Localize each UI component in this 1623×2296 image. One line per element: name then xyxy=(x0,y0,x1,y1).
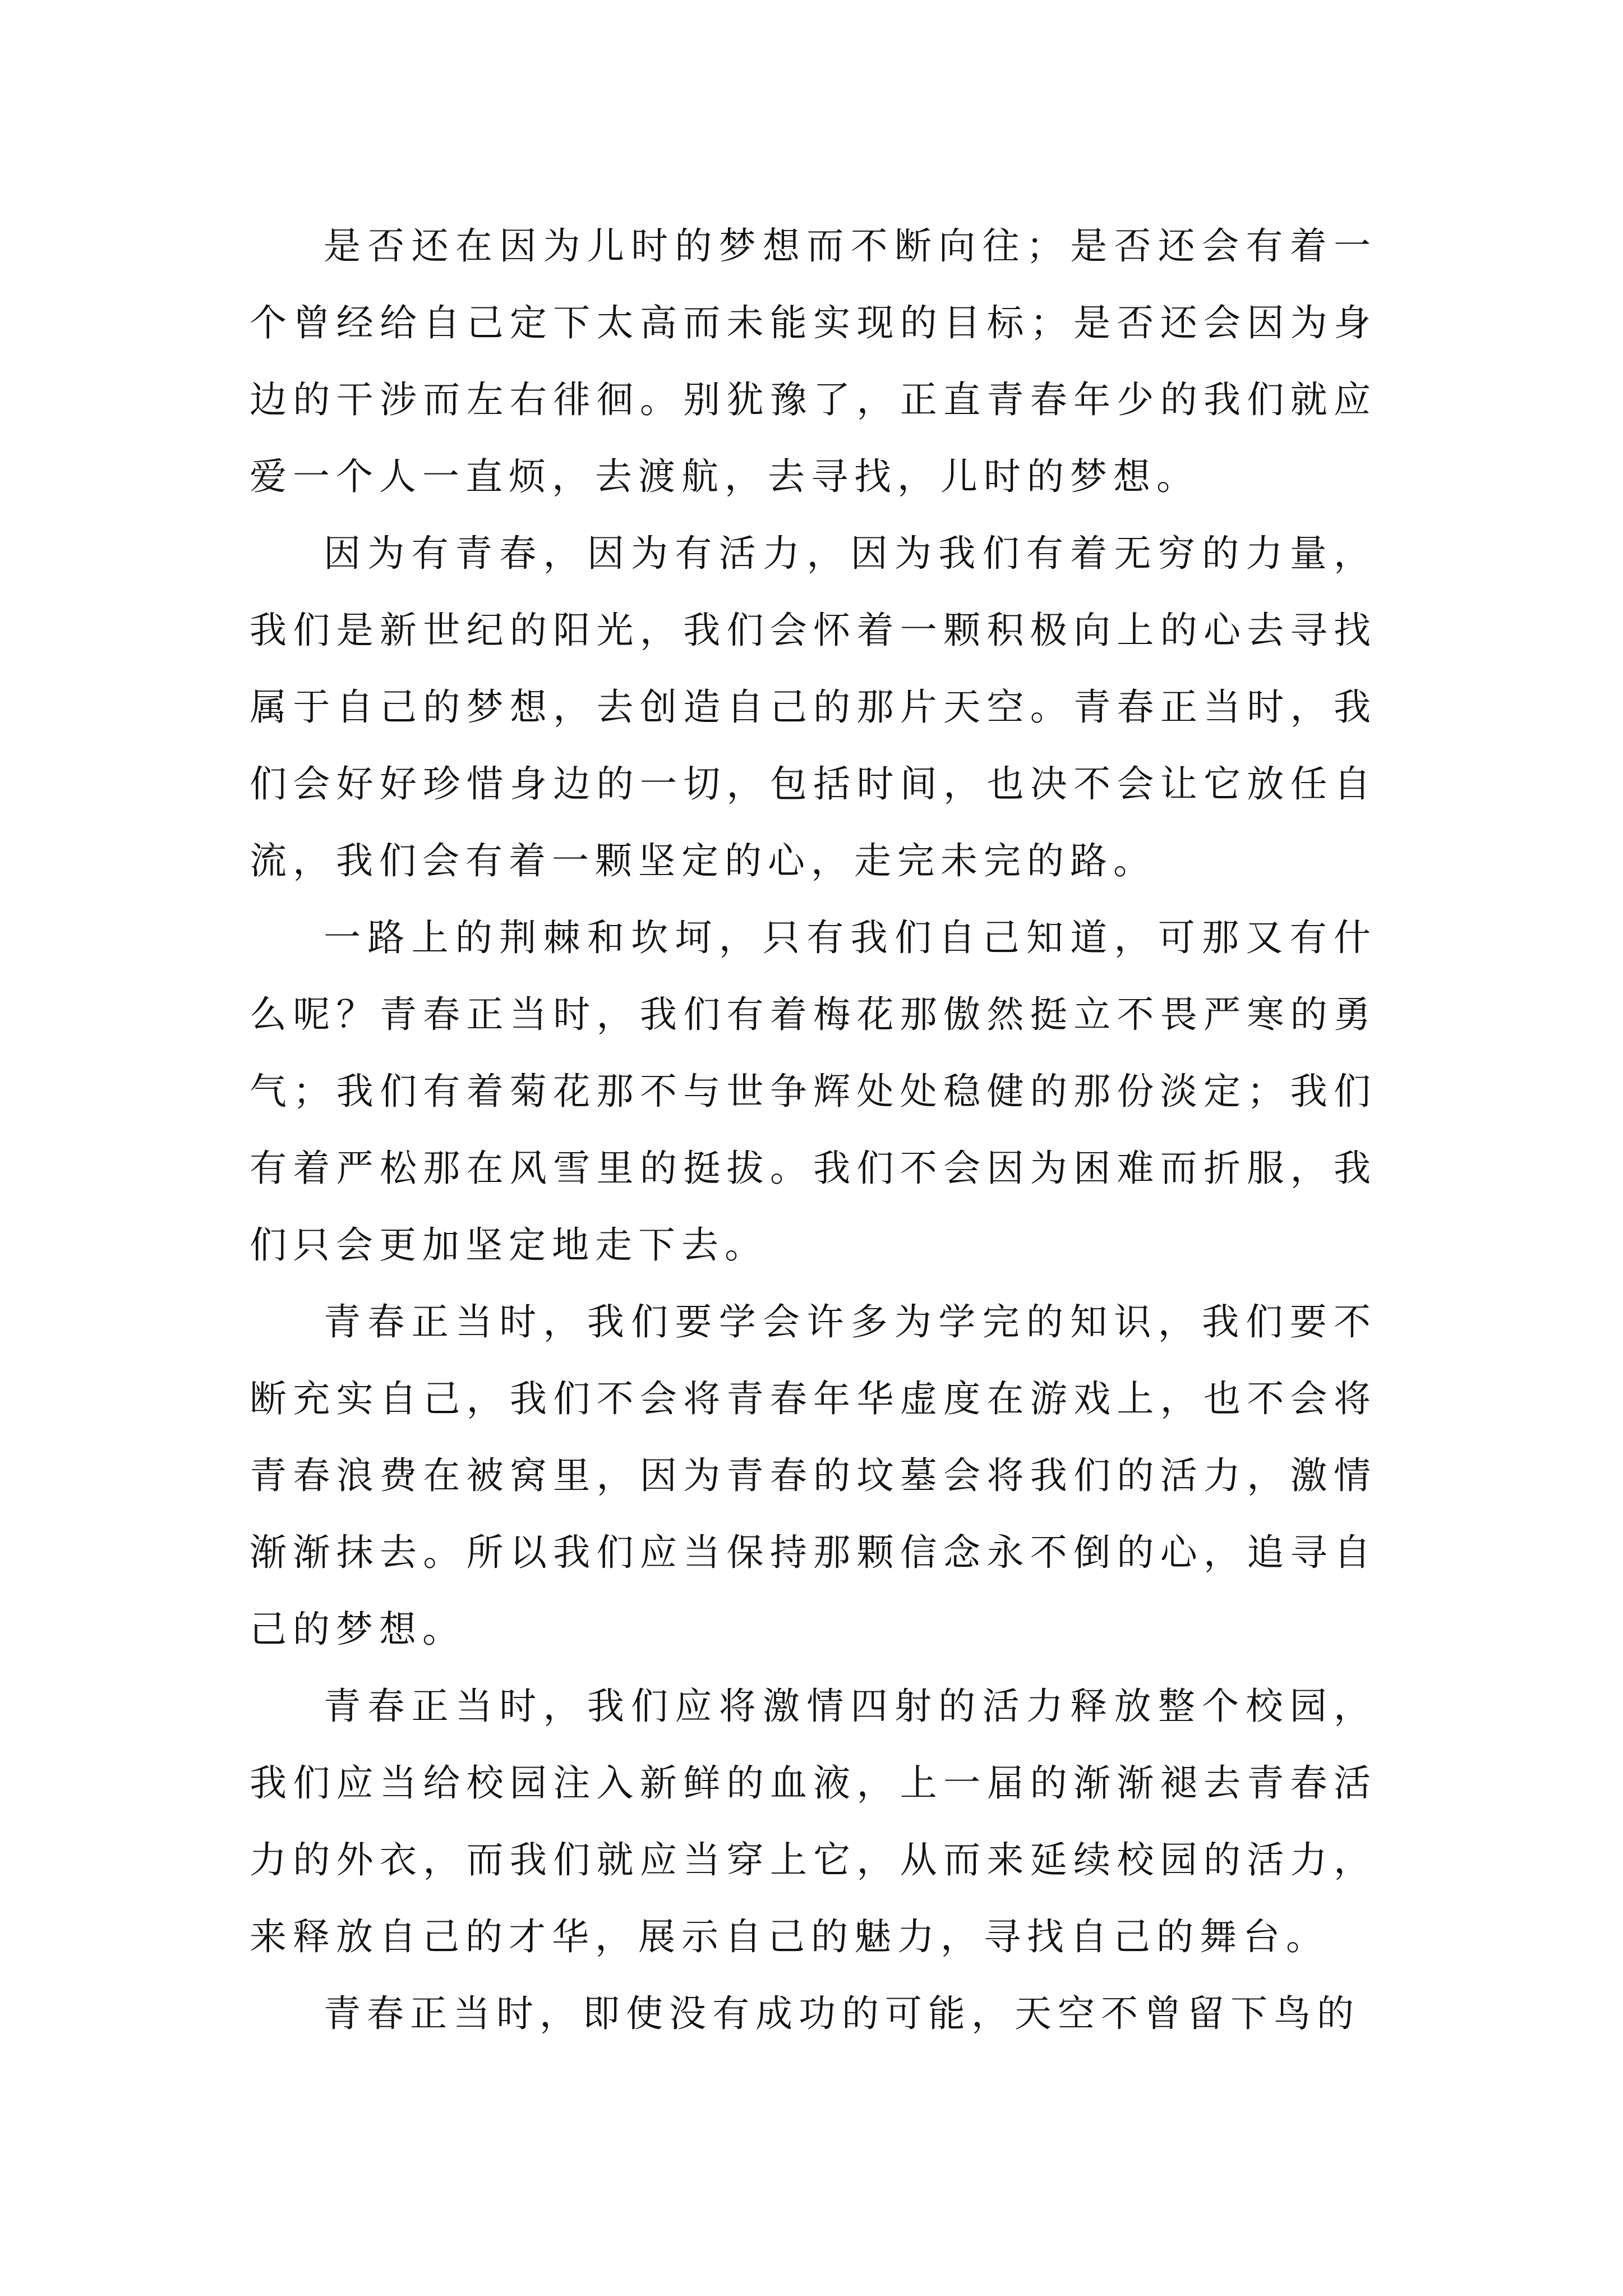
paragraph: 一路上的荆棘和坎坷，只有我们自己知道，可那又有什么呢？青春正当时，我们有着梅花那傲然挺立不畏严寒的勇气；我们有着菊花那不与世争辉处处稳健的那份淡定；我们有着严松那在风雪里的挺拔。我们不会因为困难而折服，我们只会更加坚定地走下去。 xyxy=(250,916,1377,1267)
paragraph: 青春正当时，我们应将激情四射的活力释放整个校园，我们应当给校园注入新鲜的血液，上一届的渐渐褪去青春活力的外衣，而我们就应当穿上它，从而来延续校园的活力，来释放自己的才华，展示自己的魅力，寻找自己的舞台。 xyxy=(250,1685,1377,1958)
paragraph: 青春正当时，即使没有成功的可能，天空不曾留下鸟的 xyxy=(324,1992,1360,2035)
paragraph: 青春正当时，我们要学会许多为学完的知识，我们要不断充实自己，我们不会将青春年华虚度在游戏上，也不会将青春浪费在被窝里，因为青春的坟墓会将我们的活力，激情渐渐抹去。所以我们应当保持那颗信念永不倒的心，追寻自己的梦想。 xyxy=(250,1300,1377,1651)
paragraph: 是否还在因为儿时的梦想而不断向往；是否还会有着一个曾经给自己定下太高而未能实现的目标；是否还会因为身边的干涉而左右徘徊。别犹豫了，正直青春年少的我们就应爱一个人一直烦，去渡航，去寻找，儿时的梦想。 xyxy=(250,224,1377,498)
paragraph: 因为有青春，因为有活力，因为我们有着无穷的力量，我们是新世纪的阳光，我们会怀着一颗积极向上的心去寻找属于自己的梦想，去创造自己的那片天空。青春正当时，我们会好好珍惜身边的一切，包括时间，也决不会让它放任自流，我们会有着一颗坚定的心，走完未完的路。 xyxy=(250,532,1377,882)
document-body xyxy=(250,208,1377,2052)
